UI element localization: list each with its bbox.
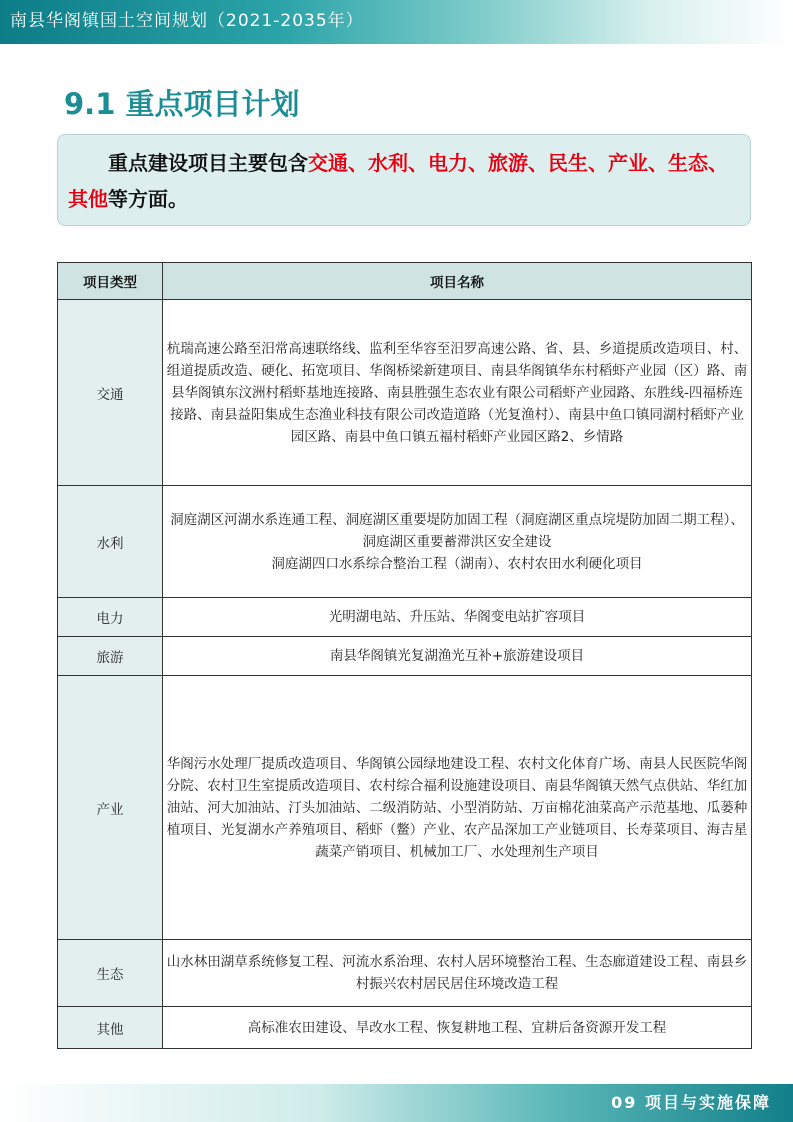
header-project-name: 项目名称 <box>163 263 752 300</box>
project-type-cell: 产业 <box>58 676 163 940</box>
project-name-cell <box>163 486 752 598</box>
project-type-cell: 电力 <box>58 598 163 637</box>
header-project-type: 项目类型 <box>58 263 163 300</box>
table-header-row <box>58 263 752 300</box>
project-name-cell <box>163 598 752 637</box>
project-type-cell: 旅游 <box>58 637 163 676</box>
intro-prefix: 重点建设项目主要包含 <box>108 151 308 175</box>
projects-table <box>57 262 752 1049</box>
project-type-cell: 交通 <box>58 300 163 486</box>
project-name-cell <box>163 940 752 1007</box>
table-row <box>58 637 752 676</box>
project-name-text: 南县华阁镇光复湖渔光互补+旅游建设项目 <box>329 648 585 664</box>
project-name-cell <box>163 637 752 676</box>
document-header-title: 南县华阁镇国土空间规划（2021-2035年） <box>10 11 364 31</box>
intro-text <box>68 145 740 217</box>
project-name-text: 洞庭湖区河湖水系连通工程、洞庭湖区重要堤防加固工程（洞庭湖区重点垸堤防加固二期工程）、洞庭湖区重要蓄滞洪区安全建设 洞庭湖四口水系综合整治工程（湖南）、农村农田水利硬化项目 <box>170 511 744 572</box>
project-name-cell <box>163 300 752 486</box>
project-name-cell <box>163 676 752 940</box>
intro-box <box>57 134 751 226</box>
project-name-text: 光明湖电站、升压站、华阁变电站扩容项目 <box>328 609 586 625</box>
project-name-text: 华阁污水处理厂提质改造项目、华阁镇公园绿地建设工程、农村文化体育广场、南县人民医院华阁分院、农村卫生室提质改造项目、农村综合福利设施建设项目、南县华阁镇天然气点供站、华红加油站、河大加油站、汀头加油站、二级消防站、小型消防站、万亩棉花油菜高产示范基地、瓜蒌种植项目、光复湖水产养殖项目、稻虾（鳖）产业、农产品深加工产业链项目、长寿菜项目、海吉星蔬菜产销项目、机械加工厂、水处理剂生产项目 <box>166 755 748 860</box>
intro-highlight: 交通、水利、电力、旅游、民生、产业、生态、其他 <box>68 151 728 211</box>
project-name-text: 高标准农田建设、旱改水工程、恢复耕地工程、宜耕后备资源开发工程 <box>247 1019 667 1036</box>
project-name-cell <box>163 1007 752 1049</box>
table-row <box>58 1007 752 1049</box>
table-row <box>58 486 752 598</box>
table-row <box>58 598 752 637</box>
project-name-text: 杭瑞高速公路至汨常高速联络线、监利至华容至汨罗高速公路、省、县、乡道提质改造项目、村、组道提质改造、硬化、拓宽项目、华阁桥梁新建项目、南县华阁镇华东村稻虾产业园（区）路、南县华阁镇东汶洲村稻虾基地连接路、南县胜强生态农业有限公司稻虾产业园路、东胜线-四福桥连接路、南县益阳集成生态渔业科技有限公司改造道路（光复渔村）、南县中鱼口镇同湖村稻虾产业园区路、南县中鱼口镇五福村稻虾产业园区路2、乡情路 <box>166 340 748 445</box>
project-type-cell: 水利 <box>58 486 163 598</box>
project-name-text: 山水林田湖草系统修复工程、河流水系治理、农村人居环境整治工程、生态廊道建设工程、南县乡村振兴农村居民居住环境改造工程 <box>166 954 748 992</box>
intro-suffix: 等方面。 <box>108 187 188 211</box>
project-type-cell: 生态 <box>58 940 163 1007</box>
table-row <box>58 940 752 1007</box>
project-type-cell: 其他 <box>58 1007 163 1049</box>
section-title: 9.1 重点项目计划 <box>64 87 300 121</box>
footer-chapter-label: 09 项目与实施保障 <box>611 1093 771 1112</box>
table-row <box>58 300 752 486</box>
table-row <box>58 676 752 940</box>
